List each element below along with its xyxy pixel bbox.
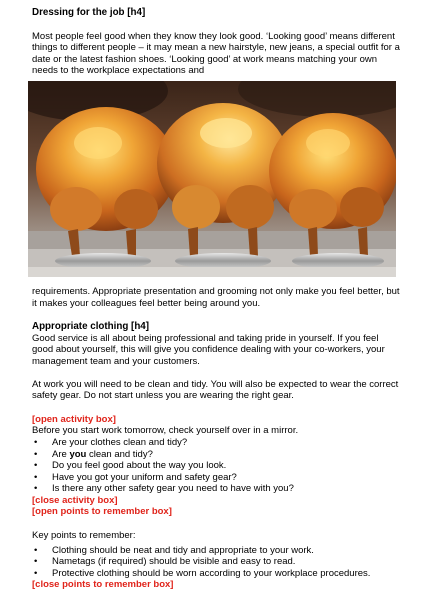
remember-list — [32, 545, 402, 580]
continuation-paragraph: requirements. Appropriate presentation and grooming not only make you feel better, but it makes your colleagues feel better being around you. — [32, 285, 400, 309]
service-paragraph: Good service is all about being professional and taking pride in yourself. If you feel good about yourself, this will give you confidence dealing with your co-workers, your management team and your customers. — [32, 332, 385, 367]
open-activity-box-marker: [open activity box] — [32, 413, 116, 425]
clean-tidy-paragraph: At work you will need to be clean and tidy. You will also be expected to wear the correct safety gear. Do not start unless you are wearing the right gear. — [32, 378, 399, 402]
remember-intro: Key points to remember: — [32, 530, 136, 542]
roast-chickens-photo-graphic — [28, 81, 396, 277]
bullet-icon: • — [34, 483, 38, 495]
list-item-text: Are your clothes clean and tidy? — [52, 436, 188, 448]
list-item-text: Clothing should be neat and tidy and appropriate to your work. — [52, 544, 314, 556]
list-item — [32, 483, 402, 495]
list-item-text: Nametags (if required) should be visible and easy to read. — [52, 556, 296, 568]
bullet-icon: • — [34, 544, 38, 556]
list-item-text: Protective clothing should be worn according to your workplace procedures. — [52, 567, 371, 579]
section-heading-clothing: Appropriate clothing [h4] — [32, 321, 150, 333]
roast-chickens-photo — [28, 81, 396, 277]
list-item-text-end: clean and tidy? — [86, 448, 153, 460]
list-item — [32, 472, 402, 484]
open-remember-box-marker: [open points to remember box] — [32, 506, 172, 518]
document-page — [32, 7, 402, 591]
section-heading-dressing: Dressing for the job [h4] — [32, 7, 146, 18]
list-item — [32, 437, 402, 449]
bullet-icon: • — [34, 556, 38, 568]
bullet-icon: • — [34, 448, 38, 460]
bullet-icon: • — [34, 436, 38, 448]
list-item — [32, 449, 402, 461]
list-item — [32, 460, 402, 472]
list-item — [32, 556, 402, 568]
intro-paragraph: Most people feel good when they know they look good. ‘Looking good’ means different things to different people – it may mean a new hairstyle, new jeans, a special outfit for a date or the latest fashion shoes. ‘Looking good’ at work means matching your own needs to the workplace expectations and — [32, 30, 400, 77]
list-item-text: Do you feel good about the way you look. — [52, 460, 227, 472]
activity-checklist — [32, 437, 402, 495]
list-item — [32, 568, 402, 580]
close-remember-box-marker: [close points to remember box] — [32, 579, 174, 591]
list-item-text-start: Are — [52, 448, 70, 460]
bullet-icon: • — [34, 471, 38, 483]
bullet-icon: • — [34, 567, 38, 579]
bullet-icon: • — [34, 460, 38, 472]
list-item-text-emphasis: you — [69, 448, 87, 460]
close-activity-box-marker: [close activity box] — [32, 494, 118, 506]
list-item-text: Is there any other safety gear you need to have with you? — [52, 483, 294, 495]
list-item-text: Have you got your uniform and safety gear? — [52, 471, 237, 483]
activity-intro: Before you start work tomorrow, check yourself over in a mirror. — [32, 425, 299, 437]
list-item — [32, 545, 402, 557]
